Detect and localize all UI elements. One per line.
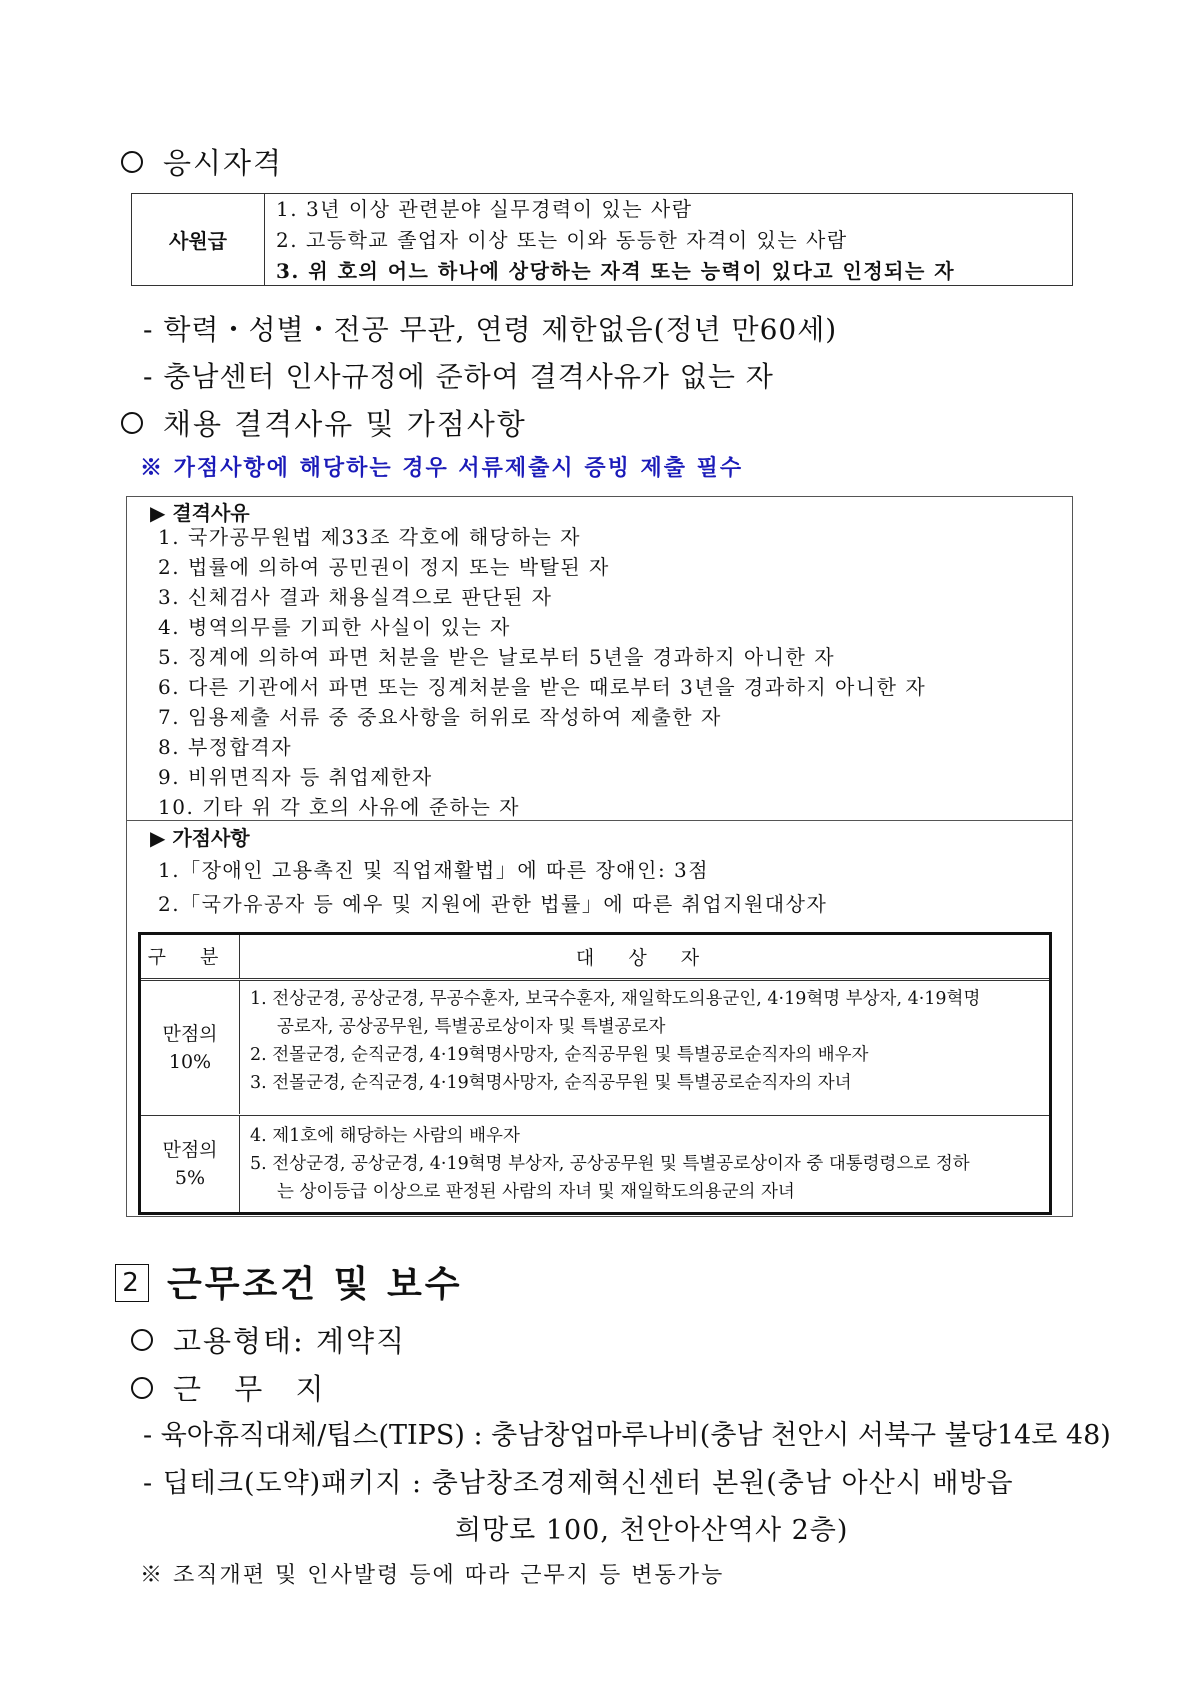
circle-bullet-icon — [131, 1329, 153, 1351]
row2-body — [240, 1116, 970, 1218]
reason-item: 7. 임용제출 서류 중 중요사항을 허위로 작성하여 제출한 자 — [158, 705, 722, 729]
workplace-item: - 딥테크(도약)패키지 : 충남창조경제혁신센터 본원(충남 아산시 배방읍 — [143, 1468, 1014, 1499]
table-header-target: 대 상 자 — [575, 947, 714, 969]
qualification-table — [131, 193, 1073, 286]
qualification-note: - 충남센터 인사규정에 준하여 결격사유가 없는 자 — [143, 360, 774, 393]
bonus-item: 2.「국가유공자 등 예우 및 지원에 관한 법률」에 따른 취업지원대상자 — [158, 892, 828, 916]
table-line: 4. 제1호에 해당하는 사람의 배우자 — [250, 1126, 520, 1146]
table-line: 2. 전몰군경, 순직군경, 4·19혁명사망자, 순직공무원 및 특별공로순직자의 배우자 — [250, 1045, 869, 1065]
disqualification-heading-text: 채용 결격사유 및 가점사항 — [163, 407, 527, 441]
qualification-note: - 학력・성별・전공 무관, 연령 제한없음(정년 만60세) — [143, 313, 838, 346]
reason-item: 9. 비위면직자 등 취업제한자 — [158, 765, 433, 789]
qualification-item: 1. 3년 이상 관련분야 실무경력이 있는 사람 — [276, 197, 693, 221]
reason-item: 5. 징계에 의하여 파면 처분을 받은 날로부터 5년을 경과하지 아니한 자 — [158, 645, 836, 669]
workplace-heading — [131, 1367, 335, 1408]
qualification-heading — [121, 141, 283, 182]
grade-cell: 사원급 — [132, 194, 265, 285]
reason-item: 3. 신체검사 결과 채용실격으로 판단된 자 — [158, 585, 553, 609]
reason-item: 6. 다른 기관에서 파면 또는 징계처분을 받은 때로부터 3년을 경과하지 아니한 자 — [158, 675, 927, 699]
reason-item: 8. 부정합격자 — [158, 735, 293, 759]
section2-title — [115, 1256, 463, 1307]
bonus-title: ▶ 가점사항 — [150, 826, 250, 850]
circle-bullet-icon — [121, 412, 143, 434]
employment-type — [131, 1319, 406, 1360]
bonus-table — [138, 932, 1052, 1215]
employment-type-text: 고용형태: 계약직 — [173, 1324, 407, 1358]
section-number-box: 2 — [115, 1264, 149, 1302]
reasons-list — [158, 522, 926, 822]
qualification-item: 3. 위 호의 어느 하나에 상당하는 자격 또는 능력이 있다고 인정되는 자 — [276, 259, 956, 283]
row1-label: 만점의 10% — [141, 981, 240, 1114]
workplace-item: - 육아휴직대체/팁스(TIPS) : 충남창업마루나비(충남 천안시 서북구 불당14로 48) — [143, 1420, 1111, 1451]
table-header-category: 구 분 — [141, 935, 240, 978]
section2-title-text: 근무조건 및 보수 — [167, 1264, 463, 1305]
reason-item: 10. 기타 위 각 호의 사유에 준하는 자 — [158, 795, 520, 819]
table-line: 1. 전상군경, 공상군경, 무공수훈자, 보국수훈자, 재일학도의용군인, 4·19혁명 부상자, 4·19혁명 — [250, 989, 981, 1009]
qualification-heading-text: 응시자격 — [163, 146, 284, 180]
table-line: 3. 전몰군경, 순직군경, 4·19혁명사망자, 순직공무원 및 특별공로순직자의 자녀 — [250, 1073, 852, 1093]
workplace-item-continued: 희망로 100, 천안아산역사 2층) — [455, 1515, 849, 1546]
workplace-heading-text: 근 무 지 — [173, 1372, 336, 1406]
disqualification-heading — [121, 402, 527, 443]
qualification-item: 2. 고등학교 졸업자 이상 또는 이와 동등한 자격이 있는 사람 — [276, 228, 848, 252]
reason-item: 2. 법률에 의하여 공민권이 정지 또는 박탈된 자 — [158, 555, 610, 579]
table-line: 5. 전상군경, 공상군경, 4·19혁명 부상자, 공상공무원 및 특별공로상이자 중 대통령령으로 정하 — [250, 1154, 970, 1174]
reason-item: 4. 병역의무를 기피한 사실이 있는 자 — [158, 615, 511, 639]
table-line: 공로자, 공상공무원, 특별공로상이자 및 특별공로자 — [277, 1017, 666, 1037]
table-line: 는 상이등급 이상으로 판정된 사람의 자녀 및 재일학도의용군의 자녀 — [277, 1182, 795, 1202]
qualification-items — [276, 194, 955, 287]
bonus-proof-notice: ※ 가점사항에 해당하는 경우 서류제출시 증빙 제출 필수 — [140, 455, 744, 481]
row1-body — [240, 981, 980, 1118]
reason-item: 1. 국가공무원법 제33조 각호에 해당하는 자 — [158, 525, 581, 549]
bonus-list — [158, 853, 827, 921]
reasons-title: ▶ 결격사유 — [150, 501, 250, 525]
circle-bullet-icon — [131, 1377, 153, 1399]
circle-bullet-icon — [121, 151, 143, 173]
bonus-item: 1.「장애인 고용촉진 및 직업재활법」에 따른 장애인: 3점 — [158, 858, 710, 882]
workplace-note: ※ 조직개편 및 인사발령 등에 따라 근무지 등 변동가능 — [140, 1563, 725, 1588]
row2-label: 만점의 5% — [141, 1116, 240, 1212]
